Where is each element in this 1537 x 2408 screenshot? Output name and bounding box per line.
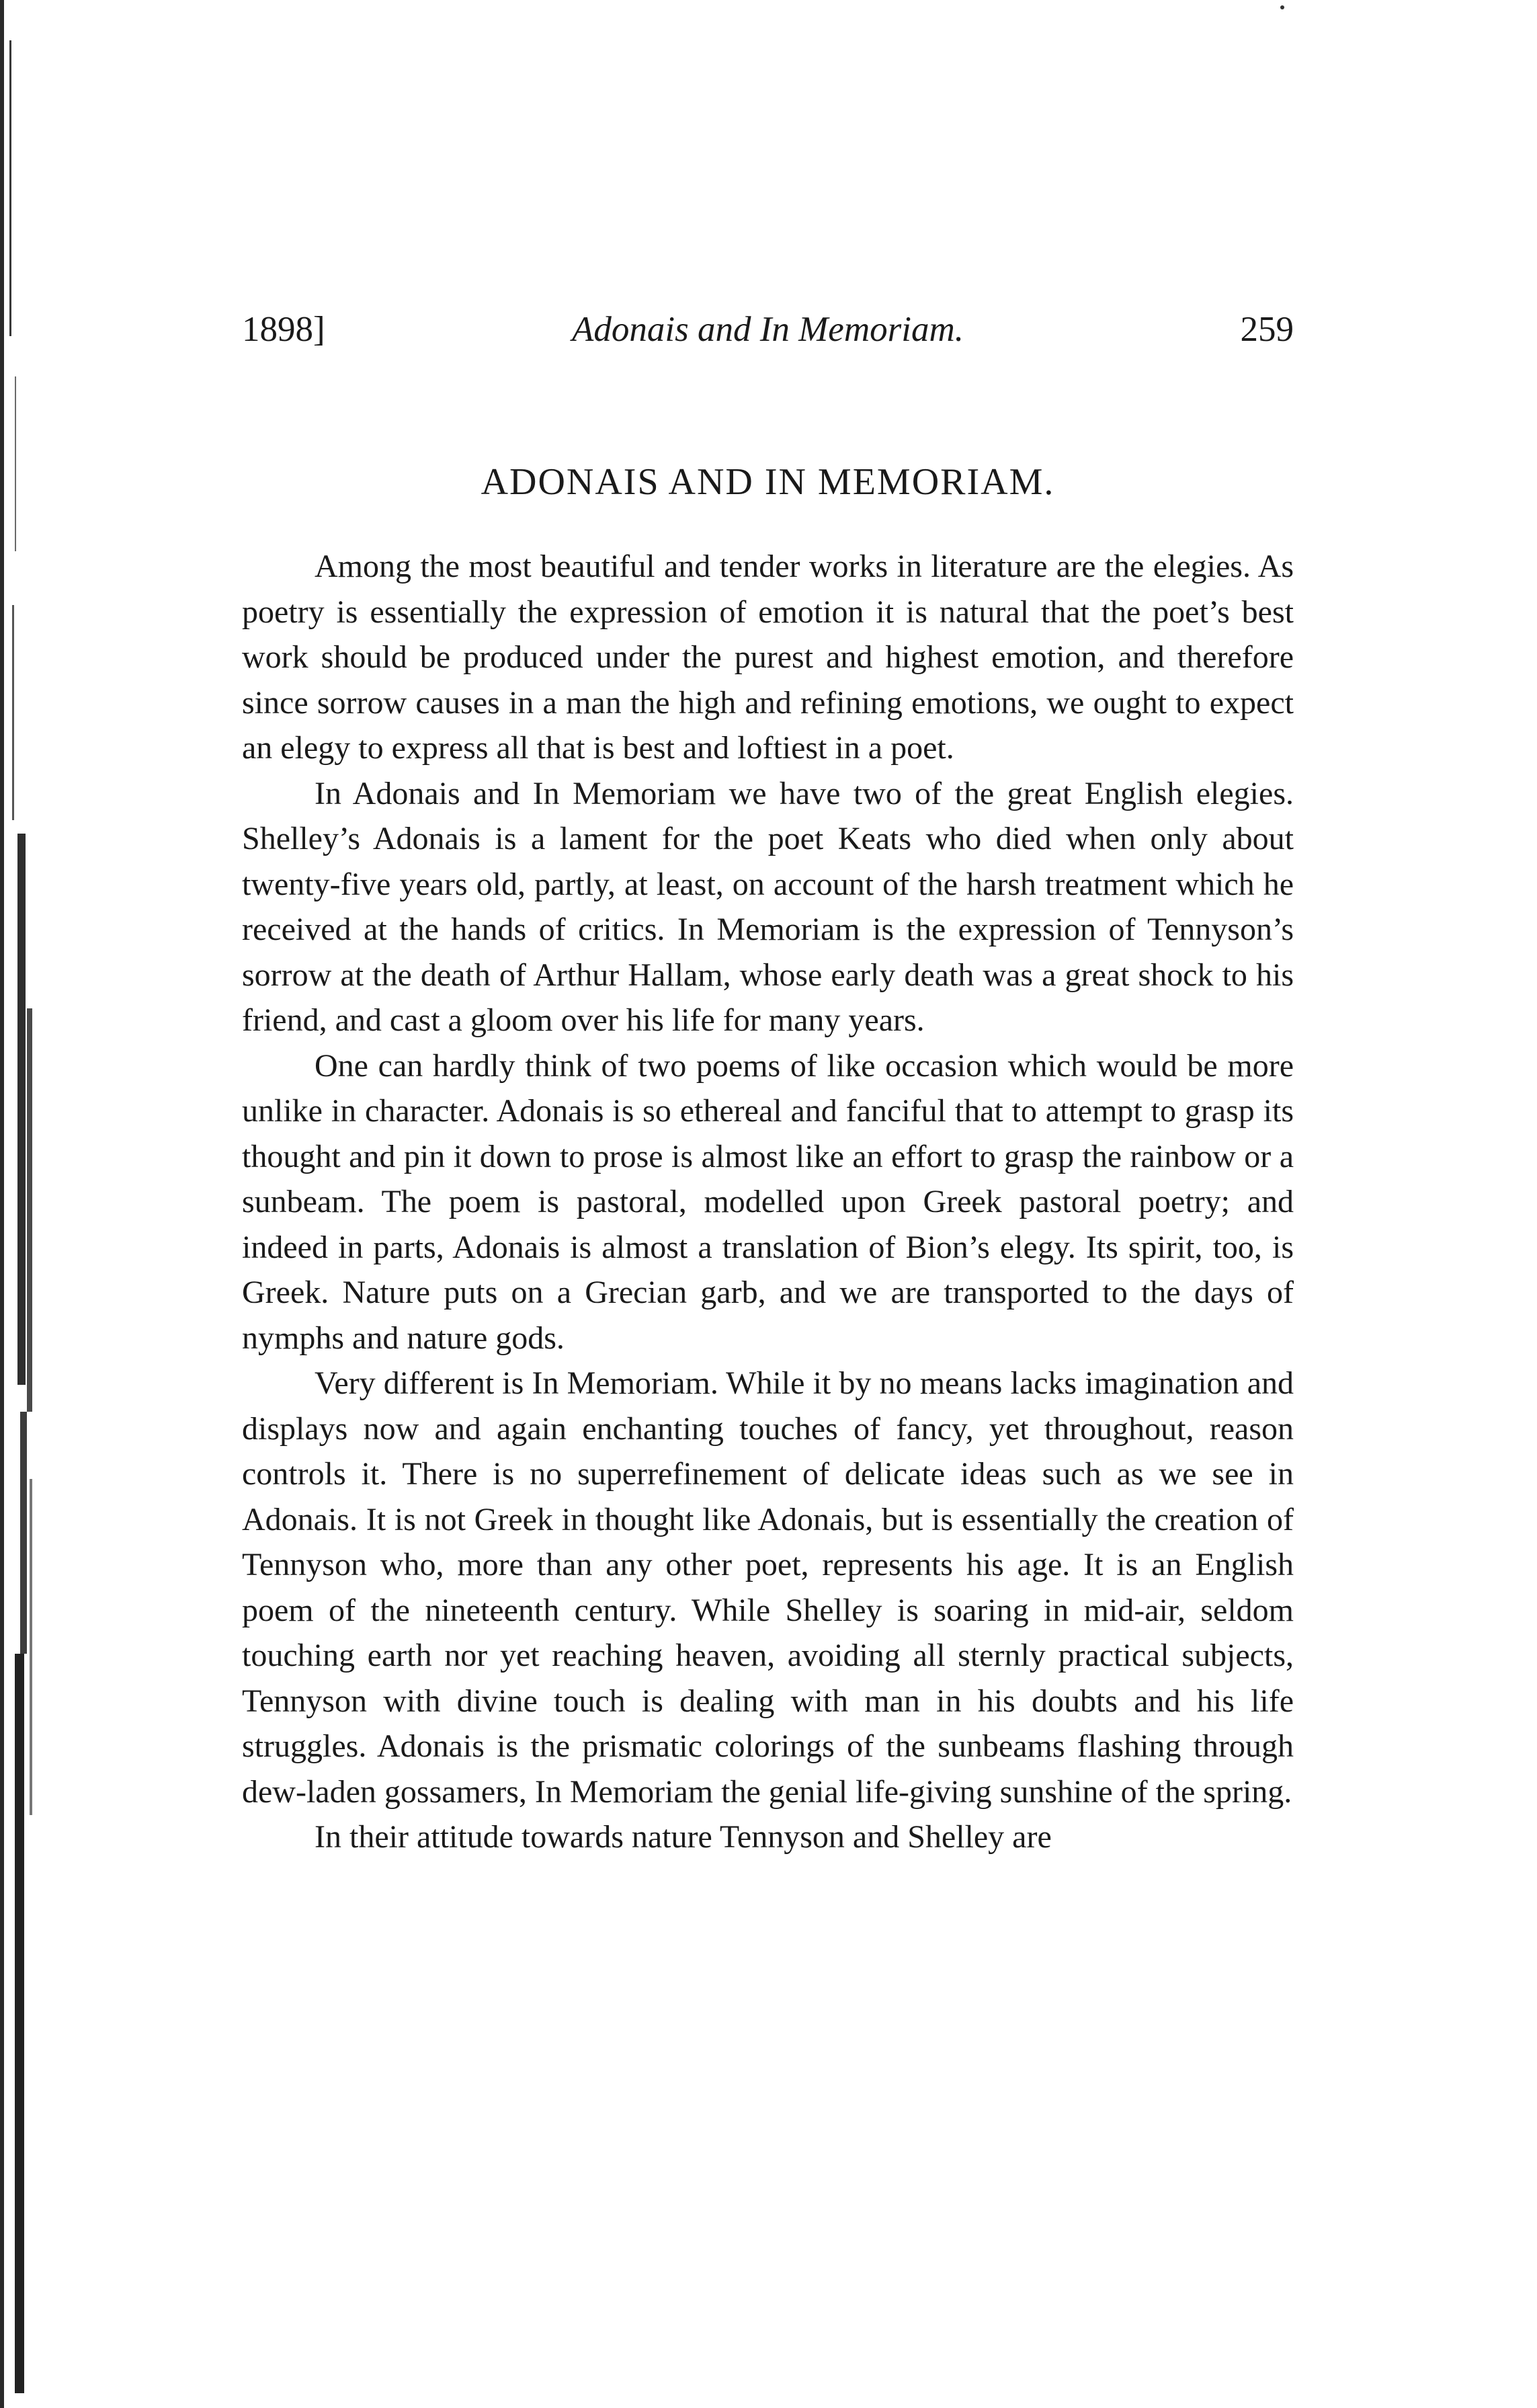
article-body [242, 544, 1294, 1860]
paragraph: Very different is In Memoriam. While it by no means lacks imagination and displays now and again enchanting touches of fancy, yet throughout, reason controls it. There is no superrefinement of delicate ideas such as we see in Adonais. It is not Greek in thought like Adonais, but is essentially the creation of Tennyson who, more than any other poet, represents his age. It is an English poem of the nineteenth century. While Shelley is soaring in mid-air, seldom touching earth nor yet reaching heaven, avoiding all sternly practical subjects, Tennyson with divine touch is dealing with man in his doubts and his life struggles. Adonais is the prismatic colorings of the sunbeams flashing through dew-laden gossamers, In Memoriam the genial life-giving sunshine of the spring. [242, 1365, 1294, 1810]
scan-binding-edge [0, 0, 64, 2408]
running-head-year: 1898] [242, 310, 325, 349]
paragraph: In their attitude towards nature Tennyson and Shelley are [315, 1819, 1052, 1855]
paragraph: One can hardly think of two poems of like occasion which would be more unlike in character. Adonais is so ethereal and fanciful that to attempt to grasp its thought and pin it down to prose is almost like an effort to grasp the rainbow or a sunbeam. The poem is pastoral, modelled upon Greek pastoral poetry; and indeed in parts, Adonais is almost a translation of Bion’s elegy. Its spirit, too, is Greek. Nature puts on a Grecian garb, and we are transported to the days of nymphs and nature gods. [242, 1047, 1294, 1356]
scan-speck [1280, 5, 1284, 9]
page-number: 259 [1240, 310, 1294, 349]
paragraph: Among the most beautiful and tender works in literature are the elegies. As poetry is essentially the expression of emotion it is natural that the poet’s best work should be produced under the purest and highest emotion, and therefore since sorrow causes in a man the high and refining emotions, we ought to expect an elegy to express all that is best and loftiest in a poet. [242, 549, 1294, 766]
paragraph: In Adonais and In Memoriam we have two of the great English elegies. Shelley’s Adonais is a lament for the poet Keats who died when only about twenty-five years old, partly, at least, on account of the harsh treatment which he received at the hands of critics. In Memoriam is the expression of Tennyson’s sorrow at the death of Arthur Hallam, whose early death was a great shock to his friend, and cast a gloom over his life for many years. [242, 775, 1294, 1038]
article-title: ADONAIS AND IN MEMORIAM. [481, 461, 1055, 503]
book-page [242, 303, 1294, 1860]
running-head [242, 303, 1294, 363]
running-head-title: Adonais and In Memoriam. [572, 310, 964, 349]
